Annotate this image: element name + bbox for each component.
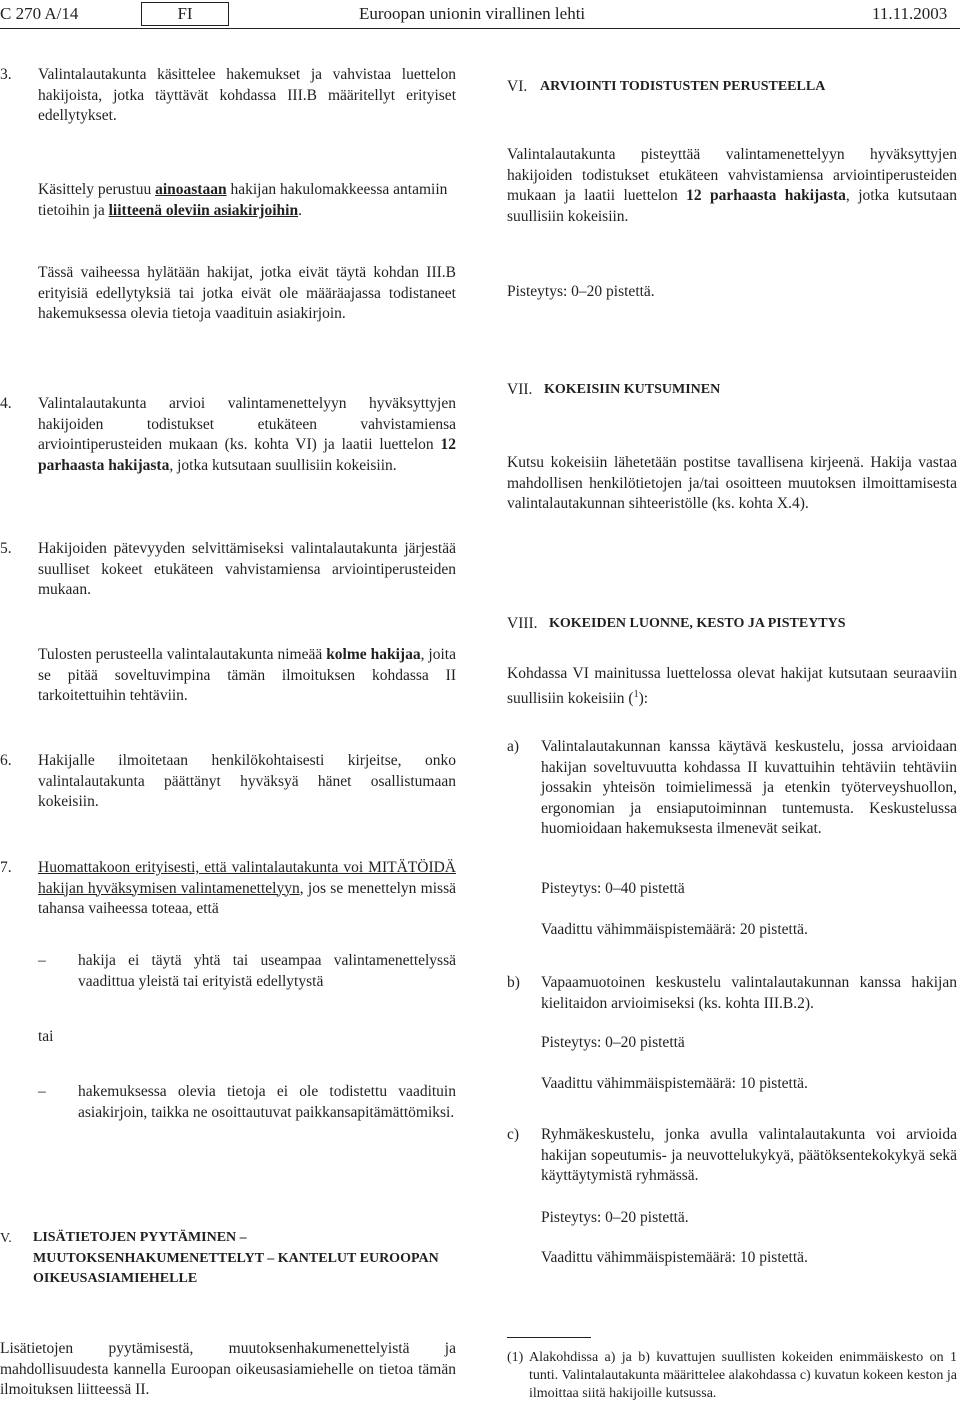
text-span: Käsittely perustuu (38, 181, 156, 198)
section-number: V. (0, 1231, 12, 1246)
list-label: b) (507, 974, 520, 991)
text-span: ): (638, 689, 649, 707)
emphasis-three-candidates: kolme hakijaa (326, 646, 421, 663)
test-c-text: Ryhmäkeskustelu, jonka avulla valintalautakunta voi arvioida hakijan sopeutumis- ja neuvottelukykyä, päätöksentekokykyä sekä käyttäytymistä ryhmässä. (541, 1126, 957, 1184)
paragraph-4 (38, 394, 456, 476)
test-c-score: Pisteytys: 0–20 pistettä. (541, 1209, 689, 1226)
test-a-min: Vaadittu vähimmäispistemäärä: 20 pistettä. (541, 921, 808, 938)
text-span: Valintalautakunta arvioi valintamenettelyyn hyväksyttyjen hakijoiden todistukset etukäteen vahvistamiensa arviointiperusteiden mukaan (ks. kohta VI) ja laatii luettelon (38, 395, 456, 453)
emphasis-annul: Huomattakoon erityisesti, että valintalautakunta voi MITÄTÖIDÄ hakijan hyväksymisen valintamenettelyyn (38, 859, 456, 897)
text-span: Valintalautakunta pisteyttää valintamenettelyyn hyväksyttyjen hakijoiden todistukset etukäteen vahvistamiensa arviointiperusteiden mukaan ja laatii luettelon (507, 146, 957, 204)
paragraph-3: Valintalautakunta käsittelee hakemukset ja vahvistaa luettelon hakijoista, jotka täyttävät kohdassa III.B määritellyt erityiset edellytykset. (38, 66, 456, 124)
test-b-score: Pisteytys: 0–20 pistettä (541, 1034, 685, 1051)
section-8-intro (507, 664, 957, 709)
section-7-title: KOKEISIIN KUTSUMINEN (544, 382, 721, 397)
paragraph-5-results (38, 645, 456, 707)
emphasis-attachments: liitteenä oleviin asiakirjoihin (108, 201, 299, 219)
text-span: hakijan hakulomakkeessa antamiin tietoihin ja (38, 181, 448, 219)
condition-1: hakija ei täytä yhtä tai useampaa valintamenettelyssä vaadittua yleistä tai erityistä edellytystä (78, 952, 456, 990)
text-span: . (298, 201, 302, 219)
paragraph-3-basis (38, 180, 456, 221)
footnote-rule (507, 1337, 591, 1338)
section-number: VIII. (507, 615, 538, 632)
conjunction: tai (38, 1028, 54, 1045)
item-number: 3. (0, 66, 12, 83)
item-number: 4. (0, 395, 12, 412)
test-a-score: Pisteytys: 0–40 pistettä (541, 880, 685, 897)
item-number: 5. (0, 540, 12, 557)
section-7-text: Kutsu kokeisiin lähetetään postitse tavallisena kirjeenä. Hakija vastaa mahdollisen henkilötietojen ja/tai osoitteen muutoksen ilmoittamisesta valintalautakunnan sihteeristölle (ks. kohta X.4). (507, 454, 957, 512)
emphasis-12-best: 12 parhaasta hakijasta (686, 187, 846, 204)
section-6-title: ARVIOINTI TODISTUSTEN PERUSTEELLA (540, 79, 826, 94)
text-span: Tulosten perusteella valintalautakunta nimeää (38, 646, 327, 663)
section-5-title: LISÄTIETOJEN PYYTÄMINEN – MUUTOKSENHAKUMENETTELYT – KANTELUT EUROOPAN OIKEUSASIAMIEHELLE (33, 1230, 439, 1286)
section-6-score: Pisteytys: 0–20 pistettä. (507, 283, 655, 300)
section-number: VII. (507, 381, 533, 398)
text-span: Kohdassa VI mainitussa luettelossa olevat hakijat kutsutaan seuraaviin suullisiin kokeisiin ( (507, 665, 957, 707)
test-a-text: Valintalautakunnan kanssa käytävä keskustelu, jossa arvioidaan hakijan soveltuvuutta kohdassa II kuvattuihin tehtäviin tehtäviin jossakin yhteisön toimielimessä ja etenkin työterveyshuollon, ergonomian ja ensiaputoiminnan tuntemusta. Keskustelussa huomioidaan hakemuksesta ilmenevät seikat. (541, 738, 957, 837)
header-rule (0, 28, 960, 29)
footnote-text: Alakohdissa a) ja b) kuvattujen suullisten kokeiden enimmäiskesto on 1 tunti. Valintalautakunta määrittelee alakohdassa c) kuvatun kokeen keston ja ilmoittaa siitä hakijoille kutsussa. (529, 1350, 957, 1401)
text-span: , jos se menettelyn missä tahansa vaiheessa toteaa, että (38, 879, 456, 917)
paragraph-7 (38, 858, 456, 920)
list-label: c) (507, 1126, 520, 1143)
text-span: , joita se pitää soveltuvimpina tämän ilmoituksen kohdassa II tarkoitettuihin tehtäviin. (38, 646, 456, 704)
condition-2: hakemuksessa olevia tietoja ei ole todistettu vaadituin asiakirjoin, taikka ne osoittautuvat paikkansapitämättömiksi. (78, 1083, 456, 1121)
list-label: a) (507, 738, 520, 755)
dash: – (38, 952, 46, 969)
dash: – (38, 1083, 46, 1100)
text-span: , jotka kutsutaan suullisiin kokeisiin. (507, 187, 957, 225)
text-span: , jotka kutsutaan suullisiin kokeisiin. (169, 456, 397, 474)
paragraph-3-rejection: Tässä vaiheessa hylätään hakijat, jotka eivät täytä kohdan III.B erityisiä edellytyksiä tai jotka eivät ole määräajassa todistaneet hakemuksessa olevia tietoja vaadituin asiakirjoin. (38, 264, 456, 322)
item-number: 7. (0, 859, 12, 876)
paragraph-6: Hakijalle ilmoitetaan henkilökohtaisesti kirjeitse, onko valintalautakunta päättänyt hyväksyä hänet osallistumaan kokeisiin. (38, 752, 456, 810)
item-number: 6. (0, 752, 12, 769)
issue-date: 11.11.2003 (872, 4, 948, 23)
section-6-text (507, 145, 957, 227)
journal-title: Euroopan unionin virallinen lehti (359, 4, 586, 23)
test-b-text: Vapaamuotoinen keskustelu valintalautakunnan kanssa hakijan kielitaidon arvioimiseksi (ks. kohta III.B.2). (541, 974, 957, 1012)
section-number: VI. (507, 78, 528, 95)
section-5-text: Lisätietojen pyytämisestä, muutoksenhakumenettelyistä ja mahdollisuudesta kannella Euroopan oikeusasiamiehelle on tietoa tämän ilmoituksen liitteessä II. (0, 1340, 456, 1398)
test-c-min: Vaadittu vähimmäispistemäärä: 10 pistettä. (541, 1249, 808, 1266)
test-b-min: Vaadittu vähimmäispistemäärä: 10 pistettä. (541, 1075, 808, 1092)
section-8-title: KOKEIDEN LUONNE, KESTO JA PISTEYTYS (549, 616, 846, 631)
emphasis-only: ainoastaan (155, 181, 227, 198)
doc-code: C 270 A/14 (0, 4, 79, 23)
language-box: FI (141, 2, 229, 26)
emphasis-12-best: 12 parhaasta hakijasta (38, 436, 456, 474)
footnote-ref: 1 (633, 688, 639, 700)
paragraph-5: Hakijoiden pätevyyden selvittämiseksi valintalautakunta järjestää suulliset kokeet etukäteen vahvistamiensa arviointiperusteiden mukaan. (38, 540, 456, 598)
footnote-mark: (1) (507, 1350, 524, 1365)
